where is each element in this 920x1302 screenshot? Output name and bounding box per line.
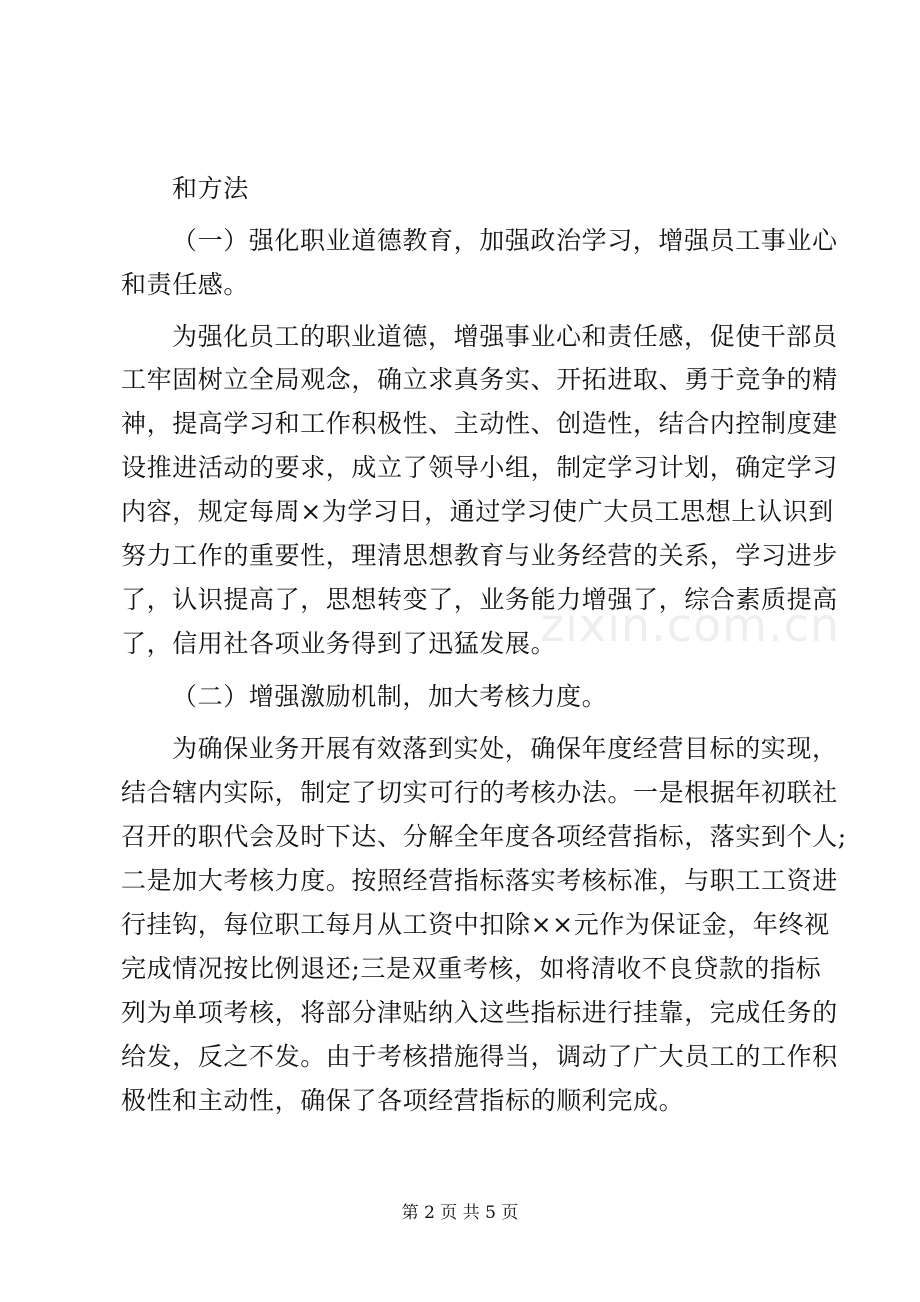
watermark-text: zixin.com.cn bbox=[540, 598, 841, 652]
section-heading-1-cont: 和责任感。 bbox=[121, 270, 250, 299]
paragraph-line: 了，认识提高了，思想转变了，业务能力增强了，综合素质提高 bbox=[121, 585, 838, 614]
section-heading-2: （二）增强激励机制，加大考核力度。 bbox=[172, 682, 608, 711]
paragraph-line: 神，提高学习和工作积极性、主动性、创造性，结合内控制度建 bbox=[121, 409, 838, 438]
section-heading-1: （一）强化职业道德教育，加强政治学习，增强员工事业心 bbox=[172, 226, 838, 255]
paragraph-line: 为强化员工的职业道德，增强事业心和责任感，促使干部员 bbox=[172, 322, 838, 351]
paragraph-line: 召开的职代会及时下达、分解全年度各项经营指标，落实到个人; bbox=[121, 822, 847, 851]
paragraph-line: 结合辖内实际，制定了切实可行的考核办法。一是根据年初联社 bbox=[121, 778, 838, 807]
paragraph-line: 为确保业务开展有效落到实处，确保年度经营目标的实现， bbox=[172, 734, 838, 763]
paragraph-line: 内容，规定每周×为学习日，通过学习使广大员工思想上认识到 bbox=[121, 497, 834, 526]
paragraph-line: 努力工作的重要性，理清思想教育与业务经营的关系，学习进步 bbox=[121, 541, 838, 570]
paragraph-line: 设推进活动的要求，成立了领导小组，制定学习计划，确定学习 bbox=[121, 453, 838, 482]
paragraph-line: 工牢固树立全局观念，确立求真务实、开拓进取、勇于竞争的精 bbox=[121, 365, 838, 394]
page-footer: 第 2 页 共 5 页 bbox=[401, 1203, 519, 1223]
paragraph-line: 了，信用社各项业务得到了迅猛发展。 bbox=[121, 629, 557, 658]
paragraph-line: 二是加大考核力度。按照经营指标落实考核标准，与职工工资进 bbox=[121, 866, 838, 895]
paragraph-line: 极性和主动性，确保了各项经营指标的顺利完成。 bbox=[121, 1086, 685, 1115]
paragraph-line: 列为单项考核，将部分津贴纳入这些指标进行挂靠，完成任务的 bbox=[121, 998, 838, 1027]
paragraph-line: 给发，反之不发。由于考核措施得当，调动了广大员工的工作积 bbox=[121, 1042, 838, 1071]
paragraph-line: 和方法 bbox=[172, 174, 249, 203]
paragraph-line: 完成情况按比例退还;三是双重考核，如将清收不良贷款的指标 bbox=[121, 954, 822, 983]
paragraph-line: 行挂钩，每位职工每月从工资中扣除××元作为保证金，年终视 bbox=[121, 910, 830, 939]
